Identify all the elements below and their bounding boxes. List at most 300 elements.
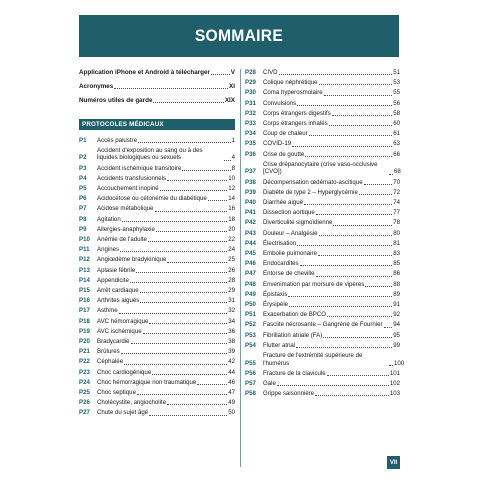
- protocol-code: P18: [79, 317, 90, 325]
- protocol-code: P48: [245, 280, 256, 288]
- protocol-code: P57: [245, 380, 256, 388]
- protocol-code: P47: [245, 270, 256, 278]
- protocol-code: P31: [245, 99, 256, 107]
- dot-leader: [131, 343, 228, 344]
- protocol-code: P5: [79, 185, 87, 192]
- entry-title: Coup de chaleur: [263, 130, 308, 138]
- toc-entry[interactable]: [79, 205, 235, 213]
- page-number: 50: [228, 409, 235, 417]
- page-number: 14: [228, 195, 235, 203]
- toc-entry[interactable]: [245, 151, 400, 159]
- toc-entry[interactable]: [79, 348, 235, 356]
- protocol-code: P41: [245, 209, 256, 217]
- page-number: 20: [228, 225, 235, 233]
- protocol-code: P21: [79, 348, 90, 356]
- protocol-code: P49: [245, 290, 256, 298]
- page-number: 60: [393, 120, 400, 128]
- entry-title: Accident d'exposition au sang ou à des liquides biologiques ou sexuels: [97, 146, 203, 162]
- front-matter-entry[interactable]: [79, 69, 235, 77]
- page-number: 78: [393, 219, 400, 227]
- page-number: 36: [228, 327, 235, 335]
- page-number: 51: [393, 69, 400, 76]
- dot-leader: [333, 225, 392, 226]
- toc-entry[interactable]: [245, 301, 400, 309]
- entry-title: Accès palustre: [97, 136, 137, 144]
- toc-entry[interactable]: [79, 409, 235, 417]
- page-number: 94: [393, 321, 400, 329]
- dot-leader: [156, 231, 227, 232]
- dot-leader: [149, 323, 227, 324]
- dot-leader: [140, 292, 228, 293]
- protocol-code: P6: [79, 195, 87, 203]
- page-number: 70: [393, 178, 400, 186]
- toc-entry[interactable]: [79, 147, 235, 162]
- dot-leader: [167, 404, 227, 405]
- dot-leader: [120, 251, 227, 252]
- dot-leader: [136, 272, 227, 273]
- toc-entry[interactable]: [245, 189, 400, 197]
- toc-entry[interactable]: [245, 161, 400, 176]
- entry-title: AVC ischémique: [97, 327, 142, 335]
- page-number: 77: [393, 209, 400, 217]
- entry-title: Colique néphrétique: [263, 79, 318, 87]
- dot-leader: [167, 180, 227, 181]
- entry-title: Électrisation: [263, 239, 297, 247]
- page-header-banner: [79, 15, 399, 57]
- page-number: 91: [393, 301, 400, 309]
- protocol-code: P19: [79, 327, 90, 335]
- dot-leader: [297, 245, 392, 246]
- toc-entry[interactable]: [79, 369, 235, 377]
- protocol-code: P33: [245, 120, 256, 128]
- entry-title: Grippe saisonnière: [263, 390, 315, 398]
- entry-title: Accident ischémique transitoire: [97, 164, 182, 172]
- protocol-code: P26: [79, 399, 90, 407]
- page-number: 81: [393, 239, 400, 247]
- dot-leader: [327, 316, 392, 317]
- entry-title: Corps étrangers digestifs: [263, 109, 331, 117]
- dot-leader: [279, 74, 393, 75]
- protocol-code: P22: [79, 358, 90, 366]
- entry-title: Choc cardiogénique: [97, 368, 152, 376]
- dot-leader: [304, 204, 392, 205]
- toc-entry[interactable]: [245, 179, 400, 187]
- protocol-code: P34: [245, 130, 256, 138]
- page-number: 74: [393, 199, 400, 207]
- toc-entry[interactable]: [79, 358, 235, 366]
- page-number: 88: [393, 280, 400, 288]
- page-number: 85: [393, 260, 400, 268]
- page-number-badge: VII: [387, 456, 400, 469]
- protocol-code: P51: [245, 311, 256, 319]
- protocol-code: P58: [245, 390, 256, 398]
- dot-leader: [160, 190, 228, 191]
- entry-title: Appendicite: [97, 276, 129, 284]
- page-number: 18: [228, 215, 235, 223]
- page-number: 68: [394, 168, 401, 176]
- page-number: 28: [228, 276, 235, 284]
- dot-leader: [327, 375, 389, 376]
- toc-entry[interactable]: [79, 175, 235, 183]
- protocol-code: P15: [79, 287, 90, 295]
- protocol-code: P24: [79, 378, 90, 386]
- dot-leader: [389, 365, 393, 366]
- entry-title: Numéros utiles de garde: [79, 96, 153, 104]
- entry-title: Diarrhée aiguë: [263, 199, 303, 207]
- toc-entry[interactable]: [79, 379, 235, 387]
- toc-entry[interactable]: [245, 311, 400, 319]
- toc-entry[interactable]: [245, 291, 400, 299]
- page-number: 66: [393, 150, 400, 158]
- dot-leader: [319, 84, 393, 85]
- dot-leader: [324, 95, 393, 96]
- page-title: SOMMAIRE: [194, 26, 284, 45]
- protocol-code: P53: [245, 331, 256, 339]
- page-number: XIX: [224, 96, 235, 104]
- entry-title: Chute du sujet âgé: [97, 409, 149, 417]
- page-number: 83: [393, 250, 400, 258]
- section-heading-protocoles: PROTOCOLES MÉDICAUX: [79, 119, 235, 130]
- toc-entry[interactable]: [79, 399, 235, 407]
- protocol-code: P46: [245, 260, 256, 268]
- toc-entry[interactable]: [79, 318, 235, 326]
- page-number: 53: [393, 79, 400, 87]
- protocol-code: P37: [245, 168, 256, 176]
- toc-entry[interactable]: [79, 389, 235, 397]
- entry-title: Acidocétose ou cétonémie du diabétique: [97, 195, 207, 203]
- front-matter-entry[interactable]: [79, 97, 235, 105]
- dot-leader: [211, 74, 230, 75]
- entry-title: Crise de goutte: [263, 150, 305, 158]
- page-number: 102: [389, 380, 400, 388]
- entry-title: Bradycardie: [97, 338, 130, 346]
- toc-right-column: [245, 69, 405, 401]
- protocol-code: P10: [79, 236, 90, 244]
- dot-leader: [140, 302, 227, 303]
- toc-entry[interactable]: [79, 328, 235, 336]
- entry-title: Diverticulite sigmoïdienne: [263, 219, 333, 227]
- protocol-code: P2: [79, 154, 87, 162]
- toc-entry[interactable]: [245, 270, 400, 278]
- dot-leader: [155, 211, 228, 212]
- toc-entry[interactable]: [79, 338, 235, 346]
- protocol-code: P40: [245, 199, 256, 207]
- page-number: 31: [228, 297, 235, 305]
- toc-entry[interactable]: [79, 297, 235, 305]
- dot-leader: [305, 156, 392, 157]
- protocol-code: P11: [79, 246, 90, 254]
- dot-leader: [149, 415, 227, 416]
- dot-leader: [300, 265, 393, 266]
- protocol-code: P4: [79, 174, 87, 182]
- protocol-code: P52: [245, 321, 256, 329]
- dot-leader: [119, 313, 228, 314]
- dot-leader: [315, 395, 389, 396]
- protocol-code: P55: [245, 359, 256, 367]
- entry-title: Crise drépanocytaire (crise vaso-occlusive [CVO]): [263, 160, 378, 176]
- dot-leader: [208, 200, 227, 201]
- page-number: 12: [228, 185, 235, 192]
- entry-title: Coma hyperosmolaire: [263, 89, 323, 97]
- dot-leader: [316, 214, 392, 215]
- entry-title: Accidents transfusionnels: [97, 174, 167, 182]
- protocol-code: P44: [245, 239, 256, 247]
- toc-entry[interactable]: [245, 140, 400, 148]
- protocol-code: P29: [245, 79, 256, 87]
- toc-entry[interactable]: [245, 100, 400, 108]
- toc-entry[interactable]: [79, 307, 235, 315]
- entry-title: Arthrites aiguës: [97, 297, 140, 305]
- dot-leader: [152, 374, 227, 375]
- toc-entry[interactable]: [245, 209, 400, 217]
- toc-entry[interactable]: [245, 219, 400, 227]
- toc-entry[interactable]: [245, 79, 400, 87]
- protocol-code: P25: [79, 389, 90, 397]
- dot-leader: [389, 174, 393, 175]
- entry-title: COVID-19: [263, 140, 292, 148]
- dot-leader: [182, 170, 230, 171]
- dot-leader: [292, 146, 392, 147]
- toc-entry[interactable]: [245, 89, 400, 97]
- entry-title: Arrêt cardiaque: [97, 287, 139, 295]
- toc-entry[interactable]: [79, 195, 235, 203]
- dot-leader: [167, 262, 227, 263]
- entry-title: Dissection aortique: [263, 209, 315, 217]
- dot-leader: [288, 296, 392, 297]
- protocol-code: P38: [245, 178, 256, 186]
- column-divider: [240, 69, 241, 467]
- entry-title: Endocardites: [263, 260, 299, 268]
- protocol-code: P13: [79, 266, 90, 274]
- dot-leader: [316, 276, 393, 277]
- toc-entry[interactable]: [245, 120, 400, 128]
- entry-title: Choc hémorragique non traumatique: [97, 378, 197, 386]
- dot-leader: [224, 160, 231, 161]
- page-number: 61: [393, 130, 400, 138]
- page-number: 47: [228, 389, 235, 397]
- page-number: 101: [389, 369, 400, 377]
- page-number: 4: [231, 154, 235, 162]
- dot-leader: [153, 102, 223, 103]
- dot-leader: [137, 394, 227, 395]
- dot-leader: [197, 384, 227, 385]
- toc-entry[interactable]: [245, 250, 400, 258]
- page-number: 16: [228, 205, 235, 213]
- page-number: 63: [393, 140, 400, 148]
- toc-entry[interactable]: [245, 199, 400, 207]
- entry-title: Accouchement inopiné: [97, 185, 159, 192]
- entry-title: Fracture de l'extrémité supérieure de l'humérus: [263, 352, 363, 367]
- dot-leader: [130, 282, 227, 283]
- entry-title: Cholécystite, angiocholite: [97, 399, 167, 407]
- dot-leader: [309, 135, 393, 136]
- page-number: 29: [228, 287, 235, 295]
- entry-title: Envenimation par morsure de vipères: [263, 280, 365, 288]
- page-number: 1: [231, 136, 235, 144]
- entry-title: Application iPhone et Android à télécharger: [79, 69, 210, 76]
- entry-title: Fibrillation atriale (FA): [263, 331, 323, 339]
- dot-leader: [138, 142, 231, 143]
- protocol-code: P17: [79, 307, 90, 315]
- dot-leader: [319, 235, 393, 236]
- protocol-code: P27: [79, 409, 90, 417]
- protocol-code: P3: [79, 164, 87, 172]
- page-number: 56: [393, 99, 400, 107]
- toc-entry[interactable]: [79, 246, 235, 254]
- page-number: XI: [229, 82, 235, 90]
- toc-left-column: [79, 69, 235, 420]
- entry-title: Gale: [263, 380, 276, 388]
- entry-title: AVC hémorragique: [97, 317, 149, 325]
- entry-title: Acidose métabolique: [97, 205, 154, 213]
- dot-leader: [124, 364, 227, 365]
- toc-entry[interactable]: [245, 390, 400, 398]
- front-matter-list: [79, 69, 235, 105]
- entry-title: Aplasie fébrile: [97, 266, 136, 274]
- toc-entry[interactable]: [245, 370, 400, 378]
- dot-leader: [318, 255, 392, 256]
- entry-title: Angines: [97, 246, 120, 254]
- toc-entry[interactable]: [79, 216, 235, 224]
- protocol-code: P7: [79, 205, 87, 213]
- page-number: 89: [393, 290, 400, 298]
- page-number: 49: [228, 399, 235, 407]
- entry-title: Fracture de la clavicule: [263, 369, 326, 377]
- page-number: 24: [228, 246, 235, 254]
- entry-title: Asthme: [97, 307, 118, 315]
- protocol-code: P36: [245, 150, 256, 158]
- toc-entry[interactable]: [245, 240, 400, 248]
- page-number: 22: [228, 236, 235, 244]
- entry-title: Agitation: [97, 215, 121, 223]
- protocol-list-right: [245, 69, 405, 398]
- toc-entry[interactable]: [79, 137, 235, 145]
- dot-leader: [323, 337, 392, 338]
- page-number: 39: [228, 348, 235, 356]
- toc-entry[interactable]: [245, 110, 400, 118]
- entry-title: Fasciite nécrosante – Gangrène de Fournier: [263, 321, 383, 329]
- dot-leader: [359, 194, 392, 195]
- toc-entry[interactable]: [79, 256, 235, 264]
- toc-entry[interactable]: [245, 69, 400, 77]
- entry-title: Acronymes: [79, 82, 114, 90]
- dot-leader: [297, 105, 392, 106]
- protocol-code: P28: [245, 69, 256, 76]
- dot-leader: [329, 125, 393, 126]
- entry-title: Choc septique: [97, 389, 136, 397]
- protocol-code: P56: [245, 369, 256, 377]
- protocol-code: P23: [79, 368, 90, 376]
- protocol-code: P16: [79, 297, 90, 305]
- protocol-code: P43: [245, 229, 256, 237]
- toc-entry[interactable]: [79, 277, 235, 285]
- page-number: 8: [231, 164, 235, 172]
- toc-entry[interactable]: [79, 226, 235, 234]
- entry-title: Érysipèle: [263, 301, 289, 309]
- protocol-code: P39: [245, 188, 256, 196]
- toc-entry[interactable]: [79, 267, 235, 275]
- entry-title: Céphalée: [97, 358, 124, 366]
- dot-leader: [277, 385, 389, 386]
- protocol-code: P50: [245, 301, 256, 309]
- dot-leader: [122, 221, 228, 222]
- toc-entry[interactable]: [245, 260, 400, 268]
- toc-entry[interactable]: [79, 236, 235, 244]
- dot-leader: [121, 353, 228, 354]
- page-number: 10: [228, 174, 235, 182]
- page-number: 80: [393, 229, 400, 237]
- toc-entry[interactable]: [245, 352, 405, 367]
- toc-entry[interactable]: [245, 130, 400, 138]
- protocol-code: P8: [79, 215, 87, 223]
- toc-entry[interactable]: [79, 287, 235, 295]
- protocol-code: P35: [245, 140, 256, 148]
- protocol-list-left: [79, 137, 235, 418]
- toc-entry[interactable]: [245, 342, 400, 350]
- protocol-code: P14: [79, 276, 90, 284]
- dot-leader: [364, 184, 393, 185]
- page-number: 58: [393, 109, 400, 117]
- dot-leader: [289, 306, 392, 307]
- protocol-code: P20: [79, 338, 90, 346]
- page-number: 34: [228, 317, 235, 325]
- entry-title: Convulsions: [263, 99, 297, 107]
- entry-title: CIVD: [263, 69, 278, 76]
- entry-title: Exacerbation de BPCO: [263, 311, 327, 319]
- dot-leader: [296, 347, 392, 348]
- dot-leader: [148, 241, 227, 242]
- protocol-code: P9: [79, 225, 87, 233]
- protocol-code: P30: [245, 89, 256, 97]
- protocol-code: P12: [79, 256, 90, 264]
- page-number: 99: [393, 341, 400, 349]
- entry-title: Anémie de l'adulte: [97, 236, 147, 244]
- page-number: 26: [228, 266, 235, 274]
- toc-entry[interactable]: [245, 321, 400, 329]
- page-number: 38: [228, 338, 235, 346]
- dot-leader: [332, 115, 392, 116]
- protocol-code: P32: [245, 109, 256, 117]
- page-number: 86: [393, 270, 400, 278]
- entry-title: Décompensation œdémato-ascitique: [263, 178, 363, 186]
- entry-title: Allergies-anaphylaxie: [97, 225, 155, 233]
- entry-title: Embolie pulmonaire: [263, 250, 317, 258]
- toc-entry[interactable]: [79, 165, 235, 173]
- page-number: 72: [393, 188, 400, 196]
- entry-title: Flutter atrial: [263, 341, 296, 349]
- front-matter-entry[interactable]: [79, 83, 235, 91]
- dot-leader: [384, 327, 393, 328]
- toc-entry[interactable]: [79, 185, 235, 193]
- toc-entry[interactable]: [245, 332, 400, 340]
- page-number: 46: [228, 378, 235, 386]
- page-number: 92: [393, 311, 400, 319]
- page-number: V: [230, 69, 235, 76]
- entry-title: Angiœdème bradykinique: [97, 256, 167, 264]
- page-number: 42: [228, 358, 235, 366]
- page-number: 55: [393, 89, 400, 97]
- dot-leader: [143, 333, 228, 334]
- page-number: 44: [228, 368, 235, 376]
- toc-entry[interactable]: [245, 230, 400, 238]
- toc-entry[interactable]: [245, 281, 400, 289]
- entry-title: Corps étrangers inhalés: [263, 120, 328, 128]
- entry-title: Douleur – Analgésie: [263, 229, 318, 237]
- page-number: 103: [389, 390, 400, 398]
- toc-entry[interactable]: [245, 380, 400, 388]
- page-number: 32: [228, 307, 235, 315]
- protocol-code: P54: [245, 341, 256, 349]
